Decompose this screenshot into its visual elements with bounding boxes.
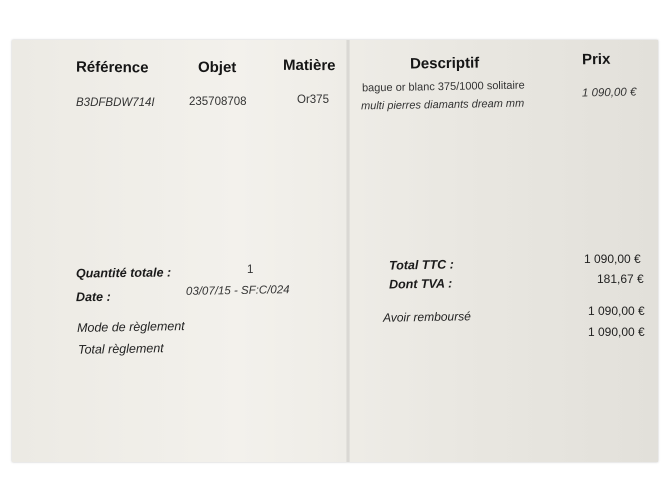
receipt-paper [12,40,658,462]
total-ttc-label: Total TTC : [388,257,454,273]
header-objet: Objet [197,58,237,77]
date-value: 03/07/15 - SF:C/024 [185,284,290,298]
header-descriptif: Descriptif [409,54,480,73]
header-reference: Référence [75,58,149,77]
item-reference: B3DFBDW714I [76,97,155,109]
quantite-totale-value: 1 [247,264,254,276]
mode-reglement-label: Mode de règlement [76,319,185,335]
item-descriptif-line1: bague or blanc 375/1000 solitaire [361,79,525,95]
avoir-rembourse-value: 1 090,00 € [588,304,645,318]
item-descriptif-line2: multi pierres diamants dream mm [360,97,525,113]
item-objet: 235708708 [189,96,247,108]
quantite-totale-label: Quantité totale : [75,265,172,281]
total-reglement-value: 1 090,00 € [588,325,645,339]
dont-tva-label: Dont TVA : [388,276,453,292]
date-label: Date : [75,289,111,305]
header-prix: Prix [581,50,611,69]
item-matiere: Or375 [297,94,329,106]
dont-tva-value: 181,67 € [597,272,644,286]
avoir-rembourse-label: Avoir remboursé [382,309,471,325]
page-fold [346,40,350,462]
total-reglement-label: Total règlement [77,341,164,357]
item-prix: 1 090,00 € [581,86,637,100]
total-ttc-value: 1 090,00 € [584,252,641,266]
header-matiere: Matière [282,56,336,75]
